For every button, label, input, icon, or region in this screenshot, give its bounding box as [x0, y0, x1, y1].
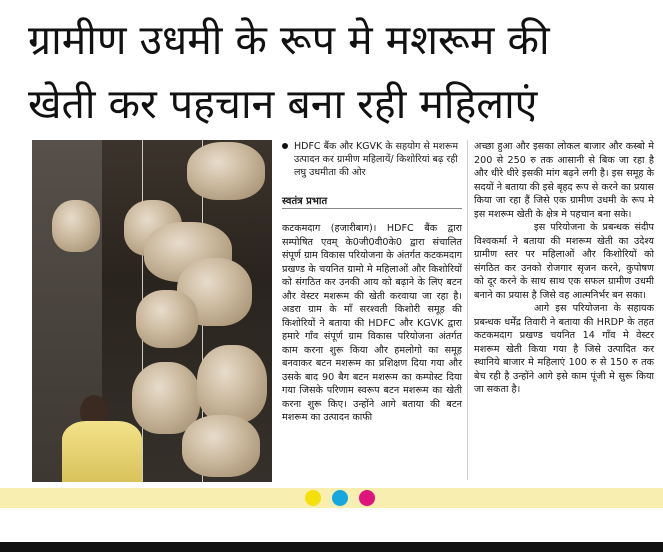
mushroom-bag	[187, 142, 265, 200]
article-column-right	[474, 140, 654, 397]
cyan-registration-dot	[332, 490, 348, 506]
footer-margin	[0, 508, 663, 542]
mushroom-bag	[52, 200, 100, 252]
mushroom-bag	[132, 362, 200, 434]
paragraph: इस परियोजना के प्रबन्धक संदीप विश्वकर्मा ने बताया की मशरूम खेती का उदेश्य ग्रामीण स्तर पर महिलाओं और किशोरियों को संगठित कर उनको रोजगार सृजन करने, कुपोषण को दूर करने के साथ साथ एक सफल ग्रामीण उधमी बनाने का प्रयास है जिसे वह आत्मनिर्भर बन सका।	[474, 222, 654, 301]
byline-rule	[282, 208, 462, 209]
bottom-bar	[0, 542, 663, 552]
mushroom-bag	[197, 345, 267, 423]
mushroom-bag	[182, 415, 260, 477]
headline-line-1: ग्रामीण उधमी के रूप मे मशरूम की	[28, 16, 550, 64]
column-divider	[467, 140, 468, 480]
bullet-icon	[282, 143, 288, 149]
yellow-registration-dot	[305, 490, 321, 506]
paragraph: कटकमदाग (हजारीबाग)। HDFC बैंक द्वारा सम्पोषित एवम् के0जी0वी0के0 द्वारा संचालित संपूर्ण ग्राम विकास परियोजना के अंतर्गत कटकमदाग प्रखण्ड के चयनित ग्रामो मे महिलाओं और किशोरियों को संगठित कर उनकी आय को बढ़ाने के लिए बटन और वेस्टर मशरूम की खेती करवाया जा रहा है। अडरा ग्राम के माँ सरश्वती किशोरी समूह की किशोरियों ने बताया की HDFC और KGVK द्वारा हमारे गाँव संपूर्ण ग्राम विकास परियोजना अंतर्गत काम करना शुरू किया और हमलोगो का समूह बनवाकर बटन मशरूम का प्रशिक्षण दिया गया और उसके बाद 90 बैग बटन मशरूम का कम्पोस्ट दिया गया जिसके परिणाम स्वरूप बटन मशरूम का खेती करना शुरू किए। उन्होंने आगे बताया की बटन मशरूम का उत्पादन काफी	[282, 223, 462, 423]
woman-figure	[62, 395, 142, 482]
mushroom-bag	[136, 290, 198, 348]
paragraph: अच्छा हुआ और इसका लोकल बाजार और कस्बो मे 200 से 250 रु तक आसानी से बिक जा रहा है और धीरे धीरे इसकी मांग बढ़ने लगी है। इस समूह के सदयों ने बताया की इसे बृहद रूप से करने का प्रयास किया जा रहा हैं जिसे एक ग्रामीण उधमी के रूप मे इस मशरूम खेती के क्षेत्र मे पहचान बना सके।	[474, 141, 654, 220]
woman-shawl	[62, 421, 142, 482]
highlight-box	[282, 140, 460, 179]
article-column-middle	[282, 222, 462, 425]
headline-line-2: खेती कर पहचान बना रही महिलाएं	[28, 80, 538, 128]
paragraph: आगे इस परियोजना के सहायक प्रबन्धक धर्मेंद्र तिवारी ने बताया की HRDP के तहत कटकमदाग प्रखण्ड चयनित 14 गाँव मे वेस्टर मशरूम खेती किया गया है जिसे उत्पादित कर स्थानिये बाजार मे महिलाएं 100 रु से 150 रु तक बेच रही है उन्होंने आगे इसे काम पूंजी मे सुरू किया जा सकता है।	[474, 303, 654, 395]
highlight-text: HDFC बैंक और KGVK के सहयोग से मशरूम उत्पादन कर ग्रामीण महिलायें/ किशोरियां बढ़ रही लघु उधमीता की ओर	[294, 141, 459, 178]
article-photo	[32, 140, 272, 482]
headline	[28, 8, 648, 136]
magenta-registration-dot	[359, 490, 375, 506]
byline: स्वतंत्र प्रभात	[282, 196, 328, 207]
